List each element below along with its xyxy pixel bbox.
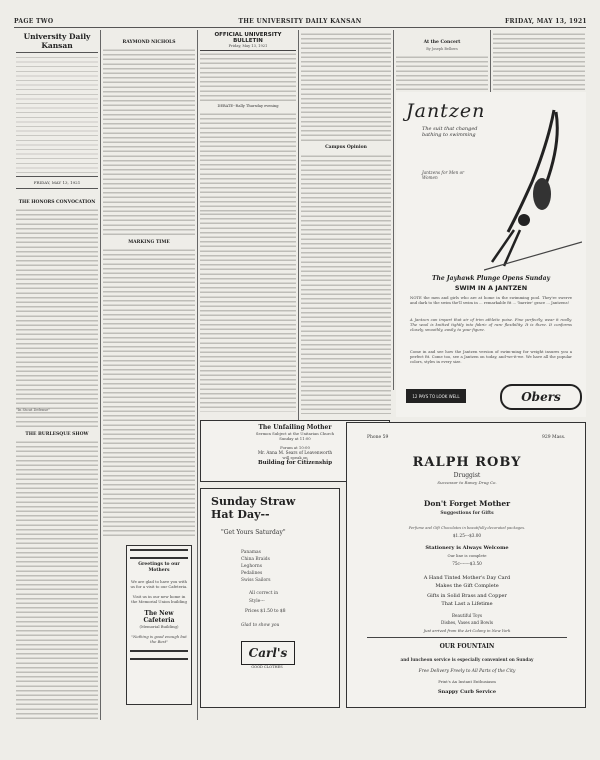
bulletin-date: Friday, May 13, 1921 xyxy=(228,44,268,48)
cafeteria-name: The New Cafeteria xyxy=(143,610,175,624)
straw-items xyxy=(241,549,311,584)
concert-byline: By Joseph Bellows xyxy=(426,47,458,51)
roby-sub: Suggestions for Gifts xyxy=(440,511,494,516)
roby-curb: Snappy Curb Service xyxy=(437,689,497,695)
cafeteria-body: We are glad to have you with us for a visit to our Cafeteria. xyxy=(130,579,188,589)
roby-successor: Successor to Raney Drug Co. xyxy=(437,480,497,485)
roby-role: Druggist xyxy=(453,472,481,479)
jantzen-stamp: 12 PAYS TO LOOK WELL xyxy=(406,389,466,403)
unfailing-topic: Building for Citizenship xyxy=(257,460,333,466)
diver-illustration xyxy=(484,102,582,272)
ornament-border xyxy=(130,549,188,559)
column-rule xyxy=(100,30,101,720)
straw-title: Sunday Straw Hat Day-- xyxy=(211,495,296,521)
carls-logo: Carl's xyxy=(241,641,295,665)
straw-price: Prices $1.50 to $8 xyxy=(245,609,286,614)
byline: "In Stout Defense" xyxy=(16,408,50,412)
roby-stationery-sub: Our line is complete xyxy=(447,553,487,558)
unfailing-speaker: Mr. Anna M. Sears of Leavenworth xyxy=(257,450,333,455)
carls-sub: GOOD CLOTHES xyxy=(251,665,283,669)
column-rule xyxy=(298,30,299,420)
straw-line1: All correct in xyxy=(249,591,279,596)
jantzen-headline2: SWIM IN A JANTZEN xyxy=(454,284,528,292)
jantzen-logo: Jantzen xyxy=(406,100,486,122)
unfailing-time: Sunday at 11:00 xyxy=(279,436,311,441)
cafeteria-ad xyxy=(126,545,192,705)
campus-opinion-heading: Campus Opinion xyxy=(325,145,367,150)
roby-fountain: OUR FOUNTAIN xyxy=(439,643,495,650)
concert-heading: At the Concert xyxy=(423,40,461,45)
roby-name: RALPH ROBY xyxy=(412,455,522,470)
campus-opinion-text xyxy=(301,154,391,414)
honors-text xyxy=(16,208,98,430)
straw-item: China Braids xyxy=(241,557,270,562)
roby-line: Perfume and Gift Chocolates in beautifully decorated packages. xyxy=(408,526,526,530)
honors-heading: THE HONORS CONVOCATION xyxy=(18,200,96,205)
cafeteria-greeting: Greetings to our Mothers xyxy=(138,562,180,573)
bulletin-notices xyxy=(200,112,296,212)
roby-toys-sub: Dishes, Vases and Bowls xyxy=(441,620,493,625)
jantzen-body: NOTE the men and girls who are at home in the swimming pool. They're swerve and dark to the swim the'll swim in ... remarkable fit ... 'barrier' grace ... Jantzens! xyxy=(410,295,572,305)
burlesque-heading: THE BURLESQUE SHOW xyxy=(25,432,89,437)
jantzen-body2: A Jantzen can impart that air of trim athletic poise. Fine perfectly, wear it really. The wool is knitted tightly into fabric of rare flexibility. It is there. It conforms closely, smoothly, easily, to your figure. xyxy=(410,317,572,332)
straw-item: Pedalines xyxy=(241,571,263,576)
jantzen-caption: Jantzens for Men or Women xyxy=(422,170,465,181)
straw-subtitle: "Get Yours Saturday" xyxy=(221,529,286,536)
roby-address: 929 Mass. xyxy=(542,435,566,440)
unfailing-forum: Forum at 10:00 xyxy=(280,445,310,450)
cafeteria-sub: (Memorial Building) xyxy=(139,624,179,629)
bulletin-title: OFFICIAL UNIVERSITY BULLETIN xyxy=(214,32,282,44)
obers-logo: Obers xyxy=(500,384,582,410)
col6-text xyxy=(493,32,585,90)
bulletin-text xyxy=(200,52,296,102)
ornament-border xyxy=(130,650,188,660)
unfailing-speaker-sub: will speak on xyxy=(282,455,308,460)
bulletin-notice: DEBATE--Rally Thursday evening xyxy=(217,104,279,108)
roby-card: A Hand Tinted Mother's Day Card xyxy=(423,575,511,581)
masthead-title: University Daily Kansan xyxy=(23,32,91,50)
roby-price1: $1.25---$3.00 xyxy=(452,533,482,538)
raymond-heading: RAYMOND NICHOLS xyxy=(122,40,176,45)
roby-card-sub: Makes the Gift Complete xyxy=(435,583,499,589)
jantzen-tagline: The suit that changed bathing to swimming xyxy=(422,126,478,138)
unfailing-sub: Sermon Subject at the Unitarian Church xyxy=(255,431,335,436)
column-rule xyxy=(393,30,394,390)
masthead-date: FRIDAY, MAY 13, 1921 xyxy=(33,180,81,185)
straw-item: Swiss Sailors xyxy=(241,578,271,583)
roby-gold-sub: That Last a Lifetime xyxy=(441,601,493,607)
jantzen-headline: The Jayhawk Plunge Opens Sunday xyxy=(432,275,550,282)
roby-price2: 75c-------$3.50 xyxy=(452,561,482,566)
unfailing-title: The Unfailing Mother xyxy=(258,424,332,431)
roby-gold: Gifts in Solid Brass and Copper xyxy=(427,593,507,599)
bulletin-notices-2 xyxy=(200,212,296,412)
staff-listing xyxy=(16,55,98,173)
bulletin-header xyxy=(200,32,296,51)
column-rule xyxy=(197,30,198,720)
marking-heading: MARKING TIME xyxy=(128,240,170,245)
raymond-text xyxy=(103,48,195,236)
burlesque-text xyxy=(16,440,98,720)
header-rule xyxy=(14,27,586,28)
straw-item: Leghorns xyxy=(241,564,262,569)
straw-hat-ad xyxy=(200,488,340,708)
roby-ad xyxy=(346,422,586,708)
roby-prints: Print's An Instant Enthusiasm xyxy=(438,679,496,684)
roby-headline: Don't Forget Mother xyxy=(423,499,511,508)
cafeteria-motto: "Nothing is good enough but the Best" xyxy=(131,634,187,644)
roby-delivery: Free Delivery Freely to All Parts of the City xyxy=(418,669,516,674)
jantzen-ad xyxy=(396,92,586,417)
header-date: FRIDAY, MAY 13, 1921 xyxy=(505,18,587,25)
masthead xyxy=(16,32,98,192)
straw-line2: Style--- xyxy=(249,599,265,604)
roby-phone: Phone 59 xyxy=(367,435,389,440)
roby-stationery: Stationery is Always Welcome xyxy=(425,545,509,551)
straw-closing: Glad to show you xyxy=(241,623,280,628)
marking-text xyxy=(103,248,195,538)
page-number: PAGE TWO xyxy=(14,18,54,25)
roby-toys-title: Beautiful Toys xyxy=(451,613,483,618)
col4-text xyxy=(301,32,391,142)
cafeteria-body2: Visit us in our new home in the Memorial Union building xyxy=(131,594,187,604)
roby-fountain-sub: and luncheon service is especially convenient on Sunday xyxy=(400,657,534,662)
roby-divider xyxy=(367,637,567,638)
straw-item: Panamas xyxy=(241,550,261,555)
jantzen-body3: Come in and see how the Jantzen version of swim-ming for weight insures you a perfect fit. Come too, see a Jantzen on today, and-we-it-we. We have all the popular colors, styles in every size. xyxy=(410,349,572,364)
roby-arrived: Just arrived from the Art Colony in New York xyxy=(423,628,511,633)
paper-name-header: THE UNIVERSITY DAILY KANSAN xyxy=(238,18,362,25)
